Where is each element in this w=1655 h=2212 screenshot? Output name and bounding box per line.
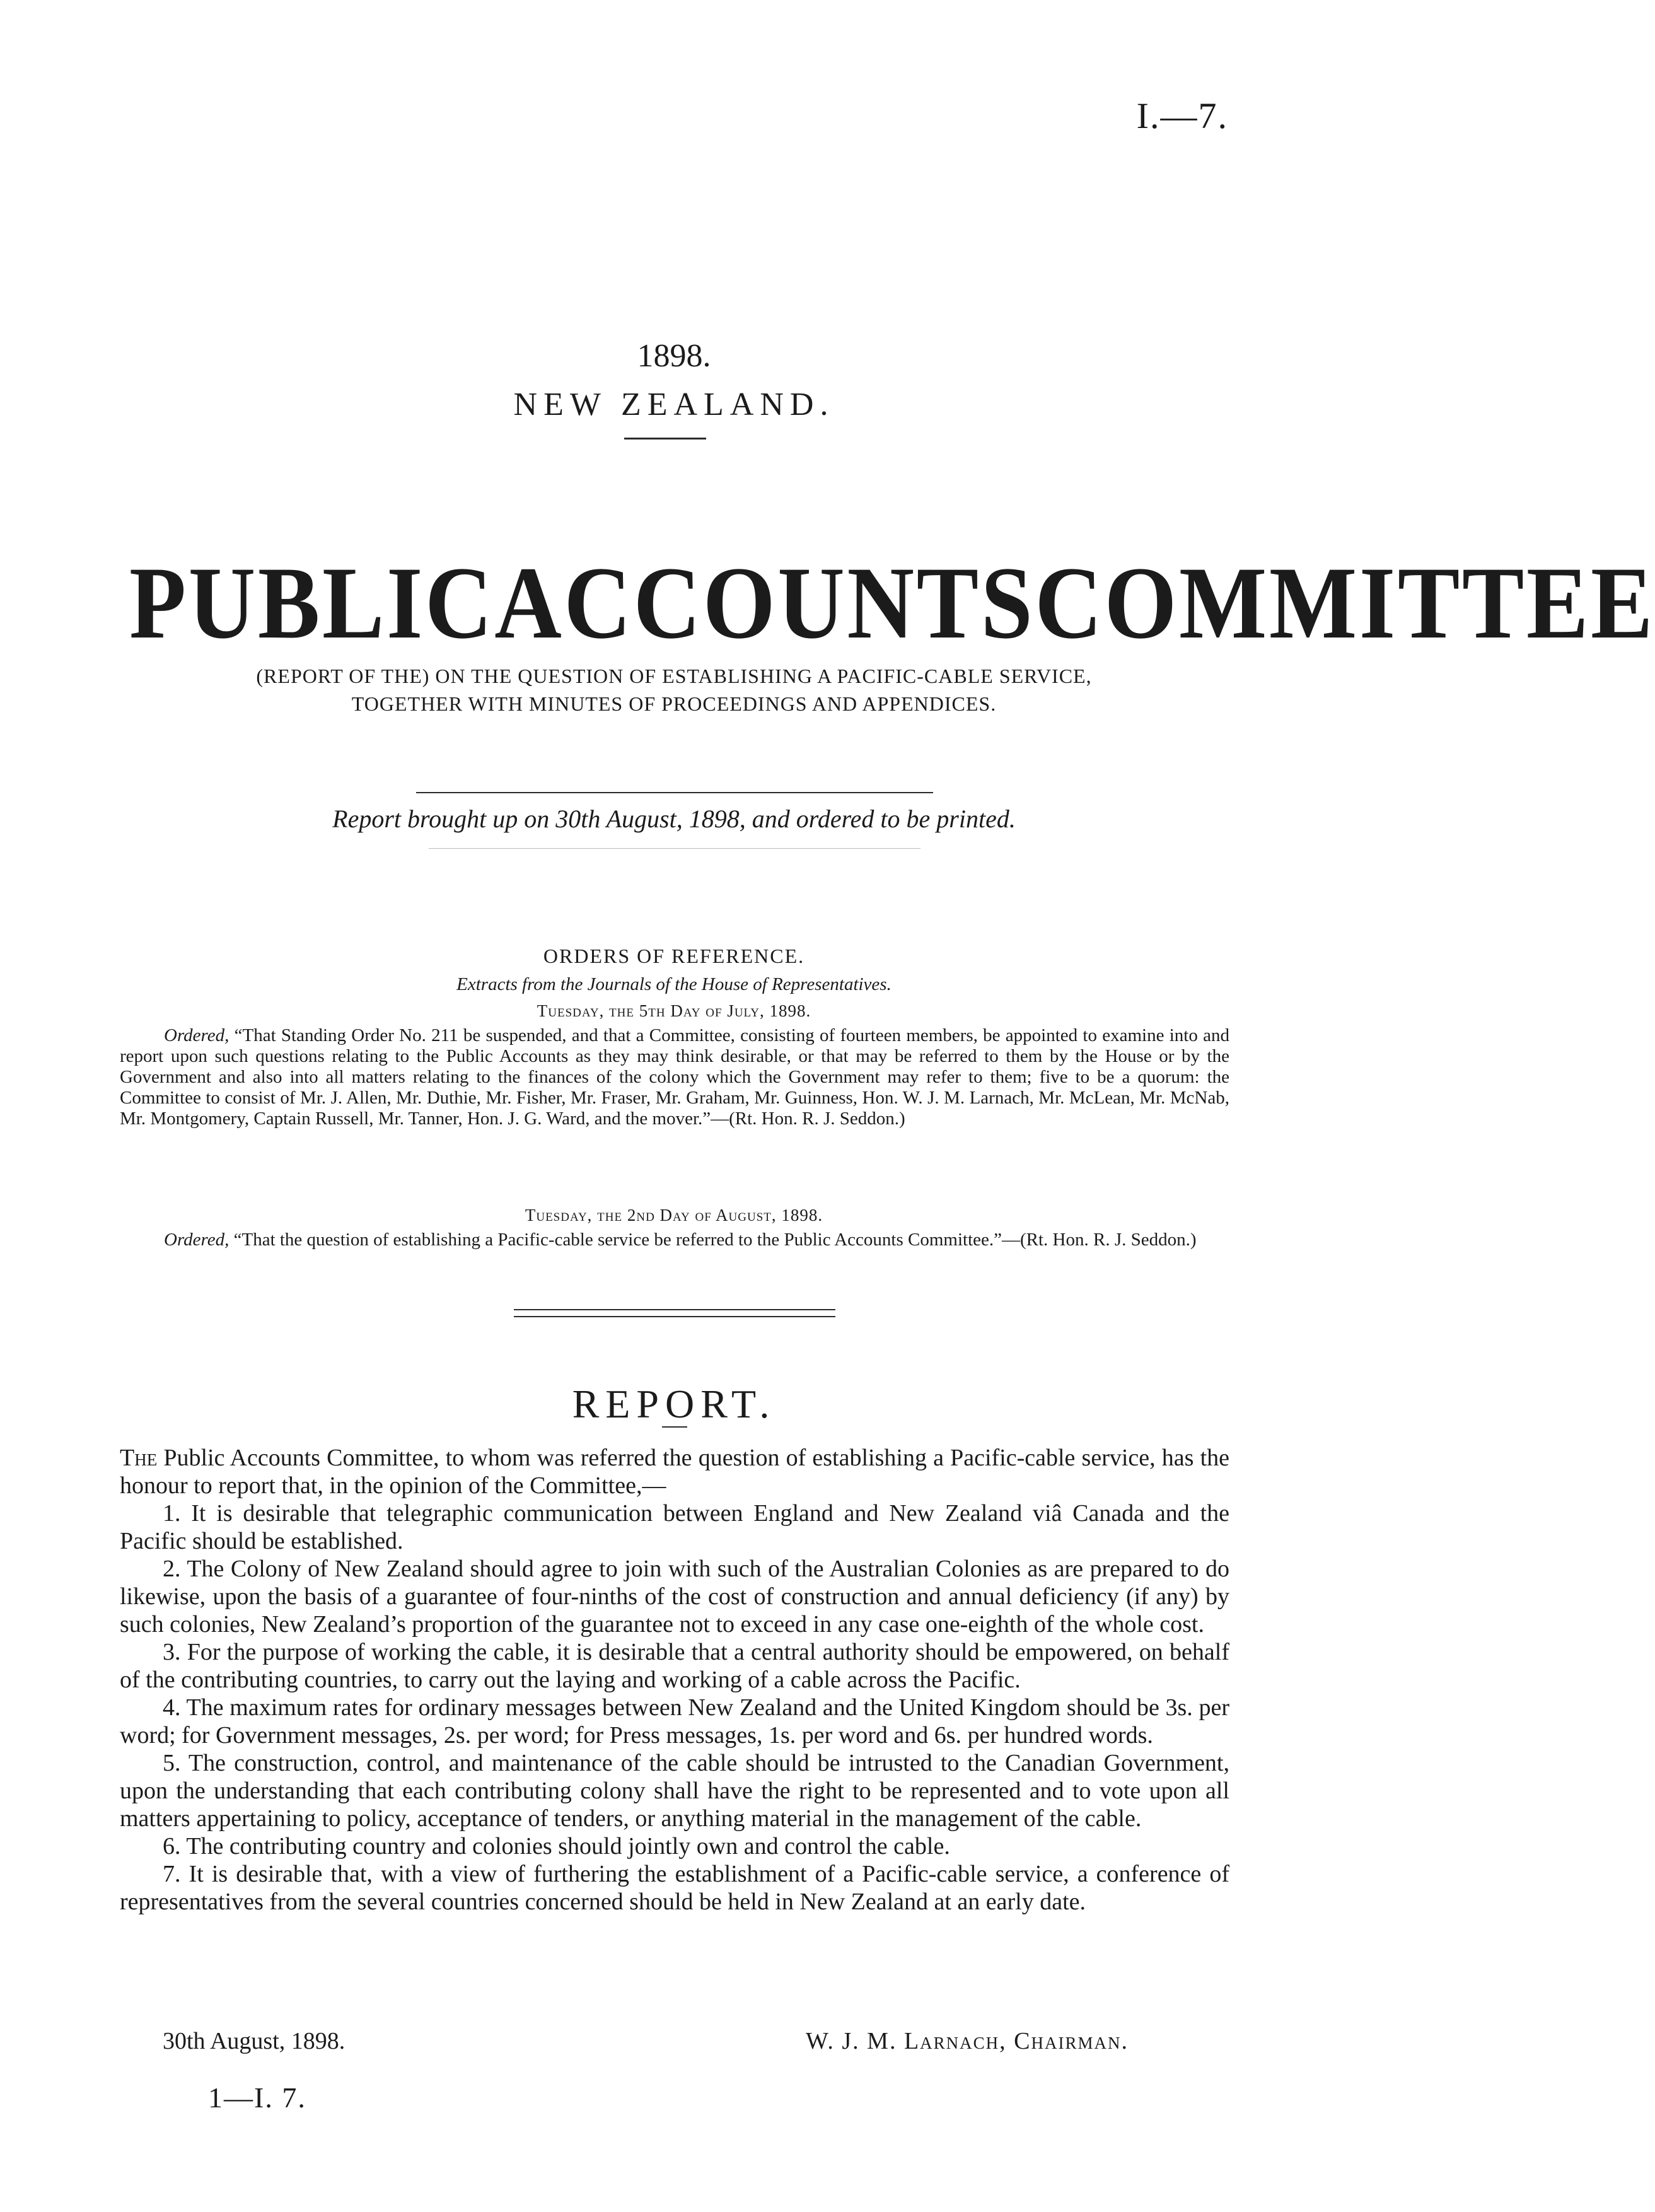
- ordered-label: Ordered,: [164, 1025, 229, 1045]
- report-date: 30th August, 1898.: [163, 2028, 346, 2054]
- order-text: “That Standing Order No. 211 be suspended, and that a Committee, consisting of fourteen members, be appointed to examine into and report upon such questions relating to the Public Accounts as they may think desirable, or that may be referred to them by the House or by the Government and also into all matters relating to the finances of the colony which the Government may refer to them; five to be a quorum: the Committee to consist of Mr. J. Allen, Mr. Duthie, Mr. Fisher, Mr. Fraser, Mr. Graham, Mr. Guinness, Hon. W. J. M. Larnach, Mr. McLean, Mr. McNab, Mr. Montgomery, Captain Russell, Mr. Tanner, Hon. J. G. Ward, and the mover.”—(Rt. Hon. R. J. Seddon.): [120, 1025, 1229, 1129]
- report-body: [120, 1444, 1229, 1916]
- order-paragraph: [120, 1230, 1229, 1250]
- divider: [429, 848, 920, 849]
- report-item: 7. It is desirable that, with a view of furthering the establishment of a Pacific-cable service, a conference of representatives from the several countries concerned should be held in New Zealand at an early date.: [120, 1861, 1229, 1915]
- report-intro: [120, 1444, 1229, 1499]
- order-date: Tuesday, the 5th Day of July, 1898.: [537, 1001, 811, 1020]
- subtitle-line: TOGETHER WITH MINUTES OF PROCEEDINGS AND APPENDICES.: [351, 692, 997, 715]
- document-id: I.—7.: [1136, 95, 1228, 136]
- report-item: 6. The contributing country and colonies should jointly own and control the cable.: [163, 1833, 950, 1860]
- report-item: 3. For the purpose of working the cable, it is desirable that a central authority should be empowered, on behalf of the contributing countries, to carry out the laying and working of a cable across the Pacific.: [120, 1639, 1229, 1693]
- subtitle-line: (REPORT OF THE) ON THE QUESTION OF ESTABLISHING A PACIFIC-CABLE SERVICE,: [256, 665, 1092, 687]
- main-title: [129, 546, 1655, 660]
- sheet-mark: 1—I. 7.: [208, 2081, 306, 2114]
- report-heading: REPORT.: [572, 1382, 776, 1426]
- order-text: “That the question of establishing a Pacific-cable service be referred to the Public Accounts Committee.”—(Rt. Hon. R. J. Seddon.): [233, 1230, 1197, 1250]
- report-item: 2. The Colony of New Zealand should agree to join with such of the Australian Colonies as are prepared to do likewise, upon the basis of a guarantee of four-ninths of the cost of construction and annual deficiency (if any) by such colonies, New Zealand’s proportion of the guarantee not to exceed in any case one-eighth of the whole cost.: [120, 1556, 1229, 1638]
- orders-heading: ORDERS OF REFERENCE.: [543, 945, 805, 967]
- divider: [514, 1309, 835, 1310]
- divider: [514, 1316, 835, 1317]
- report-item: 5. The construction, control, and maintenance of the cable should be intrusted to the Canadian Government, upon the understanding that each contributing colony shall have the right to be represented and to vote upon all matters appertaining to policy, acceptance of tenders, or anything material in the management of the cable.: [120, 1750, 1229, 1832]
- order-date: Tuesday, the 2nd Day of August, 1898.: [525, 1206, 823, 1225]
- extracts-line: Extracts from the Journals of the House of Representatives.: [456, 974, 891, 994]
- title-word: PUBLIC: [129, 546, 495, 660]
- title-word: ACCOUNTS: [494, 546, 1035, 660]
- chairman-signature: W. J. M. Larnach, Chairman.: [806, 2028, 1129, 2054]
- divider: [416, 792, 933, 793]
- brought-up-note: Report brought up on 30th August, 1898, and ordered to be printed.: [332, 805, 1016, 833]
- intro-text: Public Accounts Committee, to whom was referred the question of establishing a Pacific-cable service, has the honour to report that, in the opinion of the Committee,—: [120, 1445, 1230, 1499]
- report-item: 1. It is desirable that telegraphic communication between England and New Zealand viâ Canada and the Pacific should be established.: [120, 1500, 1229, 1554]
- divider: [624, 438, 706, 439]
- country-heading: NEW ZEALAND.: [513, 387, 835, 422]
- order-paragraph: [120, 1025, 1229, 1129]
- title-word: COMMITTEE: [1035, 546, 1655, 660]
- divider: [662, 1426, 687, 1428]
- year-heading: 1898.: [637, 338, 711, 374]
- intro-lead: The: [120, 1445, 158, 1471]
- subtitle: [0, 662, 1348, 718]
- ordered-label: Ordered,: [164, 1230, 229, 1250]
- report-item: 4. The maximum rates for ordinary messages between New Zealand and the United Kingdom should be 3s. per word; for Government messages, 2s. per word; for Press messages, 1s. per word and 6s. per hundred words.: [120, 1694, 1229, 1749]
